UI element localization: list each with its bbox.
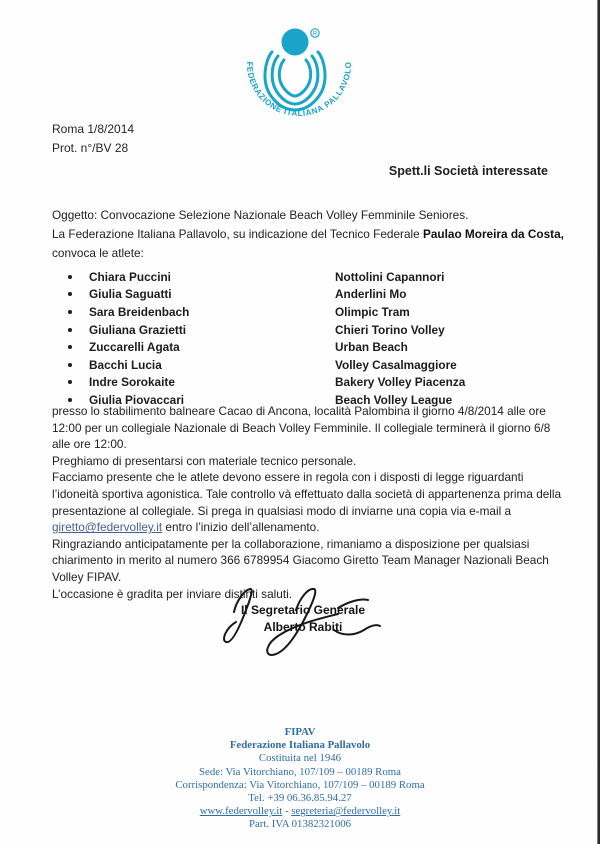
athlete-row — [52, 374, 564, 392]
paragraph-thanks: Ringraziando anticipatamente per la collaborazione, rimaniamo a disposizione per qualsiasi chiarimento in merito al numero 366 6789954 Giacomo Giretto Team Manager Nazionali Beach Volley FIPAV. — [52, 536, 549, 584]
bullet-icon — [68, 363, 72, 367]
athlete-club: Nottolini Capannori — [335, 269, 445, 284]
athlete-list — [52, 268, 564, 409]
signature-text — [188, 602, 418, 636]
signature-block — [188, 586, 418, 658]
fipav-logo — [238, 22, 360, 140]
footer-address1: Sede: Via Vitorchiano, 107/109 – 00189 Roma — [199, 765, 401, 778]
bullet-icon — [68, 275, 72, 279]
athlete-club: Chieri Torino Volley — [335, 322, 445, 337]
email-link-segreteria[interactable]: segreteria@federvolley.it — [291, 805, 401, 818]
bullet-icon — [68, 328, 72, 332]
footer-links — [0, 805, 600, 818]
letter-footer — [0, 726, 600, 832]
paragraph-material: Preghiamo di presentarsi con materiale tecnico personale. — [52, 453, 357, 468]
athlete-row — [52, 286, 564, 304]
date-block — [52, 120, 134, 158]
svg-text:R: R — [312, 31, 318, 38]
athlete-row — [52, 321, 564, 339]
signature-name: Alberto Rabiti — [263, 620, 343, 634]
athlete-name: Giuliana Grazietti — [89, 322, 187, 337]
athlete-club: Volley Casalmaggiore — [335, 357, 457, 372]
bullet-icon — [68, 380, 72, 384]
paragraph-medical — [52, 469, 566, 535]
athlete-club: Bakery Volley Piacenza — [335, 375, 466, 390]
paragraph-venue: presso lo stabilimento balneare Cacao di Ancona, località Palombina il giorno 4/8/2014 alle ore 12:00 per un collegiale Nazionale di Beach Volley Femminile. Il collegiale terminerà il giorno 6/8 alle ore 12:00. — [52, 404, 551, 452]
footer-address2: Corrispondenza: Via Vitorchiano, 107/109 – 00189 Roma — [175, 778, 425, 791]
subject-block — [52, 206, 564, 263]
email-link-giretto[interactable]: giretto@federvolley.it — [52, 520, 163, 535]
athlete-name: Giulia Piovaccari — [89, 392, 185, 407]
footer-link-separator: - — [282, 805, 292, 818]
subject-line: Oggetto: Convocazione Selezione Nazionale Beach Volley Femminile Seniores. — [52, 208, 469, 222]
athlete-name: Chiara Puccini — [89, 269, 171, 284]
athlete-name: Zuccarelli Agata — [89, 340, 180, 355]
letter-protocol: Prot. n°/BV 28 — [52, 141, 129, 155]
volleyball-logo-icon — [238, 22, 360, 140]
athlete-name: Giulia Saguatti — [89, 287, 172, 302]
bullet-icon — [68, 345, 72, 349]
athlete-club: Beach Volley League — [335, 392, 453, 407]
recipient-line: Spett.li Società interessate — [388, 164, 548, 178]
website-link[interactable]: www.federvolley.it — [199, 805, 283, 818]
footer-vat: Part. IVA 01382321006 — [248, 818, 352, 831]
paragraph-closing: L’occasione è gradita per inviare distinti saluti. — [52, 586, 293, 601]
intro-line — [52, 225, 564, 244]
athlete-name: Sara Breidenbach — [89, 304, 190, 319]
athlete-row — [52, 303, 564, 321]
athlete-name: Indre Sorokaite — [89, 375, 175, 390]
athlete-club: Anderlini Mo — [335, 287, 407, 302]
athlete-name: Bacchi Lucia — [89, 357, 162, 372]
bullet-icon — [68, 398, 72, 402]
athlete-club: Urban Beach — [335, 340, 408, 355]
logo-ball-icon — [282, 29, 309, 56]
coach-name: Paulao Moreira da Costa, — [422, 227, 564, 241]
intro-text: La Federazione Italiana Pallavolo, su indicazione del Tecnico Federale — [52, 227, 423, 241]
logo-curves-icon — [265, 52, 325, 110]
athlete-club: Olimpic Tram — [335, 304, 410, 319]
footer-org-full: Federazione Italiana Pallavolo — [229, 739, 371, 752]
footer-founded: Costituita nel 1946 — [258, 752, 342, 765]
bullet-icon — [68, 292, 72, 296]
svg-text:FEDERAZIONE ITALIANA PALLAVOLO: FEDERAZIONE ITALIANA PALLAVOLO — [244, 61, 354, 119]
athlete-row — [52, 268, 564, 286]
paragraph-medical-text: Facciamo presente che le atlete devono essere in regola con i disposti di legge riguardanti l’idoneità sportiva agonistica. Tale controllo và effettuato dalla società di appartenenza prima della presentazione al collegiale. Si prega in qualsiasi modo di inviarne una copia via e-mail a — [52, 470, 562, 518]
bullet-icon — [68, 310, 72, 314]
footer-org-short: FIPAV — [284, 726, 316, 738]
athlete-row — [52, 338, 564, 356]
athlete-row — [52, 356, 564, 374]
paragraph-medical-tail: entro l’inizio dell’allenamento. — [162, 520, 320, 535]
signature-title: Il Segretario Generale — [240, 603, 366, 617]
letter-date: Roma 1/8/2014 — [52, 122, 135, 136]
footer-phone: Tel. +39 06.36.85.94.27 — [248, 792, 352, 805]
intro-line2: convoca le atlete: — [52, 246, 144, 260]
letter-body — [52, 403, 566, 602]
